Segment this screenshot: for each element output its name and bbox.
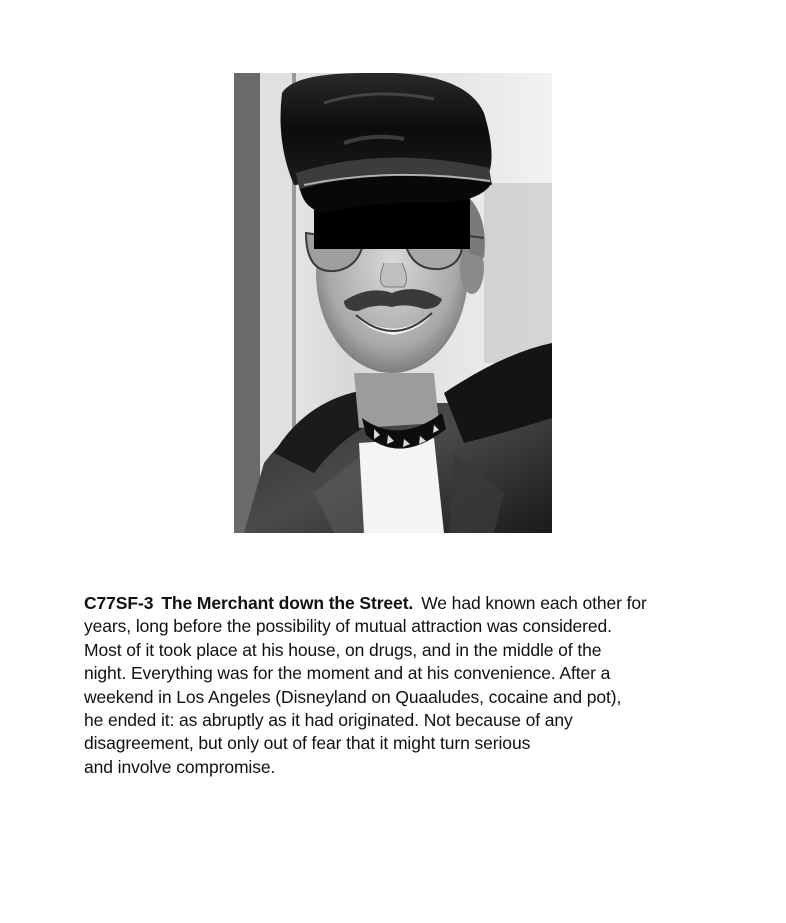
portrait-photo (234, 73, 552, 533)
caption-text-line: disagreement, but only out of fear that it might turn serious (84, 733, 531, 754)
caption-text-line: and involve compromise. (84, 756, 276, 777)
wall-shadow (484, 183, 552, 363)
caption-text-line: We had known each other for (421, 593, 647, 613)
caption-title: The Merchant down the Street. (161, 593, 414, 613)
caption-text-line: he ended it: as abruptly as it had originated. Not because of any (84, 710, 573, 731)
portrait-illustration (234, 73, 552, 533)
nose (380, 263, 406, 287)
door-frame-shadow (234, 73, 260, 533)
neck (354, 373, 439, 428)
white-shirt (359, 438, 444, 533)
caption-text-line: Most of it took place at his house, on drugs, and in the middle of the (84, 639, 602, 660)
caption-line-1 (84, 592, 724, 615)
photo-caption (84, 592, 724, 779)
caption-text-line: night. Everything was for the moment and at his convenience. After a (84, 663, 611, 684)
caption-text-line: years, long before the possibility of mutual attraction was considered. (84, 616, 612, 637)
leather-cap-icon (281, 73, 493, 213)
caption-text-line: weekend in Los Angeles (Disneyland on Quaaludes, cocaine and pot), (84, 686, 622, 707)
catalog-code: C77SF-3 (84, 593, 154, 613)
